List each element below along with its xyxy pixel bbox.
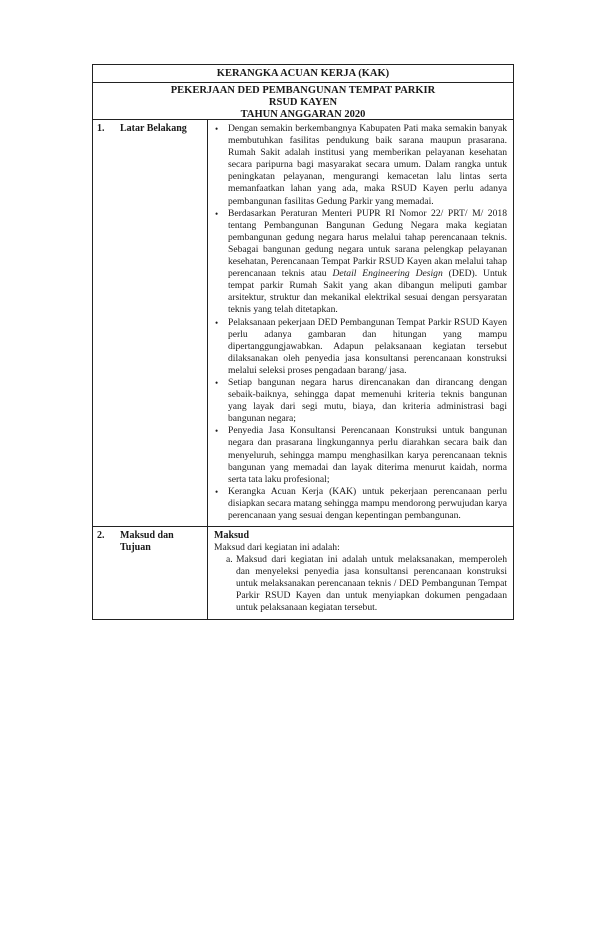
bullet-text: Setiap bangunan negara harus direncanakan dan dirancang dengan sebaik-baiknya, sehingga dapat memenuhi kriteria teknis bangunan yang layak dari segi mutu, biaya, dan kriteria administrasi bagi bangunan negara; <box>228 376 507 425</box>
list-item <box>214 208 507 317</box>
bullet-text: Dengan semakin berkembangnya Kabupaten Pati maka semakin banyak membutuhkan fasilitas pendukung baik sarana maupun prasarana. Rumah Sakit adalah institusi yang memberikan pelayanan kesehatan secara paripurna bagi masyarakat secara umum. Dalam rangka untuk peningkatan pelayanan, mengurangi kemacetan lalu lintas serta memanfaatkan lahan yang ada, maka RSUD Kayen perlu adanya pembangunan fasilitas Gedung Parkir yang memadai. <box>228 123 507 207</box>
list-item <box>214 317 507 377</box>
bullet-icon: • <box>215 124 219 134</box>
list-item <box>214 123 507 208</box>
section-body <box>208 527 513 618</box>
item-letter: a. <box>226 554 233 566</box>
section-label: Maksud dan Tujuan <box>116 527 208 618</box>
subtitle-line-1: PEKERJAAN DED PEMBANGUNAN TEMPAT PARKIR <box>170 85 436 96</box>
bullet-text: Kerangka Acuan Kerja (KAK) untuk pekerjaan perencanaan perlu disiapkan secara matang sehingga mampu mendorong perwujudan karya perencanaan yang sesuai dengan kepentingan pembangunan. <box>228 485 507 521</box>
bullet-text-italic: Detail Engineering Design <box>332 268 443 280</box>
section-body <box>208 120 513 526</box>
bullet-text: Berdasarkan Peraturan Menteri PUPR RI Nomor 22/ PRT/ M/ 2018 tentang Pembangunan Bangunan Gedung Negara maka kegiatan pembangunan gedung negara harus melalui tahap perencanaan teknis. Sebagai bangunan gedung negara untuk sarana pelengkap pelayanan kesehatan, Perencanaan Tempat Parkir RSUD Kayen akan melalui tahap perencanaan teknis atau <box>228 207 507 280</box>
section-maksud-tujuan <box>93 527 513 618</box>
bullet-icon: • <box>215 486 219 497</box>
section-number: 1. <box>97 123 105 134</box>
item-text: Maksud dari kegiatan ini adalah untuk melaksanakan, memperoleh dan menyeleksi penyedia jasa konsultansi perencanaan konstruksi untuk melaksanakan perencanaan teknis / DED Pembangunan Tempat Parkir RSUD Kayen dan untuk menyiapkan dokumen pengadaan untuk pelaksanaan kegiatan tersebut. <box>236 554 507 614</box>
bullet-text: Pelaksanaan pekerjaan DED Pembangunan Tempat Parkir RSUD Kayen perlu adanya gambaran dan hitungan yang mampu dipertanggungjawabkan. Adapun pelaksanaan kegiatan tersebut dilaksanakan oleh penyedia jasa konsultansi perencanaan konstruksi melalui seleksi proses pengadaan barang/ jasa. <box>228 316 507 376</box>
bullet-icon: • <box>215 317 219 328</box>
list-item <box>226 554 507 614</box>
document-subtitle <box>93 83 513 120</box>
section-latar-belakang <box>93 120 513 527</box>
subtitle-line-2: RSUD KAYEN <box>268 97 338 108</box>
subtitle-line-3: TAHUN ANGGARAN 2020 <box>240 109 366 120</box>
document-title: KERANGKA ACUAN KERJA (KAK) <box>93 65 513 83</box>
bullet-icon: • <box>215 426 219 437</box>
subsection-intro: Maksud dari kegiatan ini adalah: <box>214 542 340 554</box>
bullet-text: Penyedia Jasa Konsultansi Perencanaan Konstruksi untuk bangunan negara dan prasarana lingkungannya perlu diarahkan secara baik dan menyeluruh, sehingga mampu menghasilkan karya perencanaan teknis bangunan yang memadai dan layak diterima menurut kaidah, norma serta tata laku profesional; <box>228 425 507 485</box>
list-item <box>214 377 507 425</box>
section-number: 2. <box>97 530 105 542</box>
kak-table <box>92 64 514 620</box>
bullet-text: (DED). Untuk tempat parkir Rumah Sakit yang akan dibangun meliputi gambar arsitektur, struktur dan mekanikal elektrikal sesuai dengan persyaratan teknis yang telah ditetapkan. <box>228 268 507 316</box>
lettered-list <box>214 554 507 614</box>
list-item <box>214 486 507 522</box>
section-label: Latar Belakang <box>116 120 208 526</box>
bullet-icon: • <box>215 208 219 219</box>
list-item <box>214 425 507 485</box>
subsection-heading: Maksud <box>214 530 250 542</box>
bullet-list <box>214 123 507 522</box>
bullet-icon: • <box>215 377 219 388</box>
